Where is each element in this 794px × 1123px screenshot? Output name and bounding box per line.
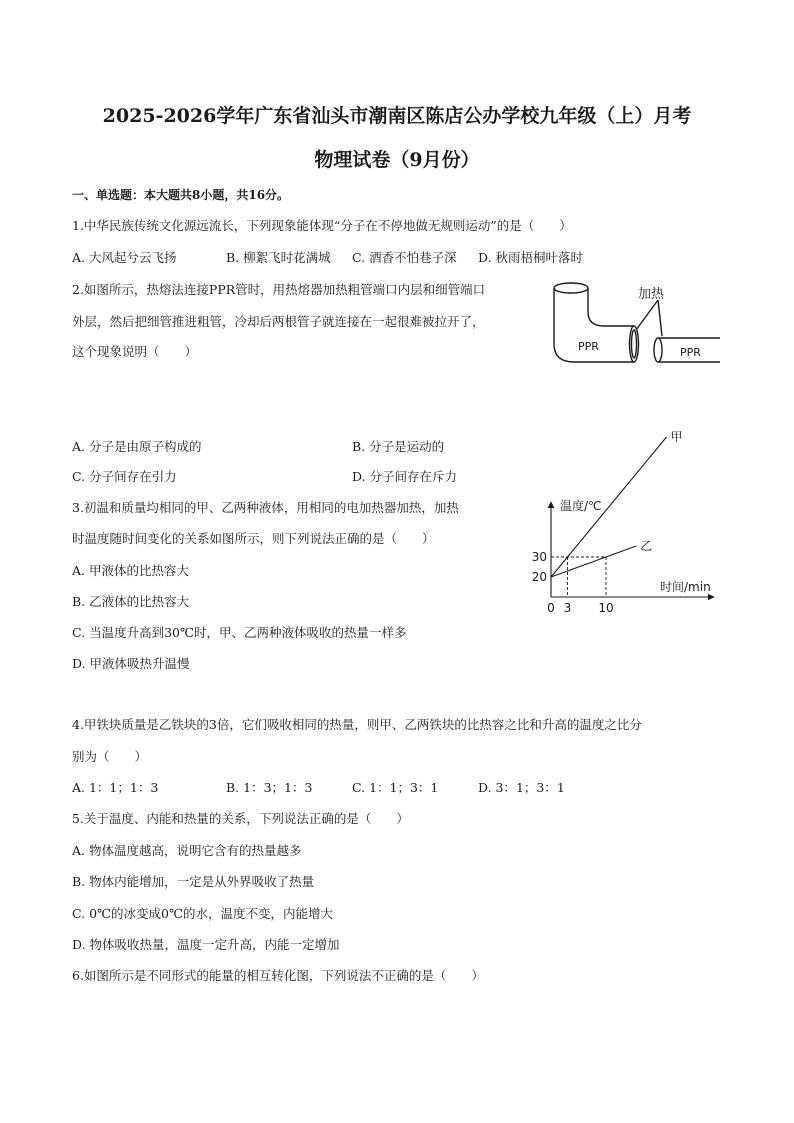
question-2-option-c: C. 分子间存在引力 (72, 469, 177, 484)
question-5-option-c: C. 0℃的冰变成0℃的水，温度不变，内能增大 (72, 906, 333, 921)
question-5-option-d: D. 物体吸收热量，温度一定升高，内能一定增加 (72, 937, 340, 952)
y-tick-label-0: 20 (531, 570, 547, 584)
question-4-stem-line1: 4.甲铁块质量是乙铁块的3倍，它们吸收相同的热量，则甲、乙两铁块的比热容之比和升高的温度之比分 (72, 717, 642, 732)
question-4-option-d: D. 3：1；3：1 (478, 780, 565, 795)
question-2-option-b: B. 分子是运动的 (352, 439, 445, 454)
y-axis-label: 温度/℃ (560, 499, 602, 513)
temperature-time-chart (520, 430, 730, 620)
question-3-option-a: A. 甲液体的比热容大 (72, 563, 189, 578)
question-5-option-a: A. 物体温度越高，说明它含有的热量越多 (72, 843, 302, 858)
x-tick-label-1: 3 (563, 601, 572, 615)
question-4-stem-line2: 别为（ ） (72, 749, 148, 764)
series-label-1: 乙 (640, 539, 653, 553)
heat-label: 加热 (638, 287, 665, 302)
question-3-stem-line2: 时温度随时间变化的关系如图所示，则下列说法正确的是（ ） (72, 531, 435, 546)
ppr-label-thin: PPR (680, 346, 701, 359)
ppr-label-thick: PPR (578, 340, 599, 353)
x-tick-label-2: 10 (598, 601, 614, 615)
x-tick-label-0: 0 (547, 601, 555, 615)
question-6-stem: 6.如图所示是不同形式的能量的相互转化图，下列说法不正确的是（ ） (72, 968, 484, 983)
question-1-option-d: D. 秋雨梧桐叶落时 (478, 250, 584, 265)
exam-title-line1: 2025-2026学年广东省汕头市潮南区陈店公办学校九年级（上）月考 (102, 105, 692, 127)
question-2-option-d: D. 分子间存在斥力 (352, 469, 458, 484)
question-3-option-d: D. 甲液体吸热升温慢 (72, 656, 190, 671)
question-1-stem: 1.中华民族传统文化源远流长，下列现象能体现“分子在不停地做无规则运动”的是（ ） (72, 218, 572, 233)
x-axis-label: 时间/min (660, 580, 711, 594)
question-2-stem-line1: 2.如图所示，热熔法连接PPR管时，用热熔器加热粗管端口内层和细管端口 (72, 282, 486, 297)
question-1-option-b: B. 柳絮飞时花满城 (226, 250, 331, 265)
question-4-option-c: C. 1：1；3：1 (352, 780, 439, 795)
question-2-stem-line2: 外层，然后把细管推进粗管，冷却后两根管子就连接在一起很难被拉开了， (72, 314, 485, 329)
question-2-stem-line3: 这个现象说明（ ） (72, 344, 198, 359)
question-1-option-a: A. 大风起兮云飞扬 (72, 250, 177, 265)
question-1-option-c: C. 酒香不怕巷子深 (352, 250, 457, 265)
section-header: 一、单选题：本大题共8小题，共16分。 (72, 188, 290, 202)
question-4-option-a: A. 1：1；1：3 (72, 780, 159, 795)
series-label-0: 甲 (670, 430, 683, 444)
question-4-option-b: B. 1：3；1：3 (226, 780, 313, 795)
exam-title-line2: 物理试卷（9月份） (314, 149, 480, 171)
ppr-pipe-figure (548, 278, 728, 370)
question-5-option-b: B. 物体内能增加，一定是从外界吸收了热量 (72, 874, 315, 889)
question-2-option-a: A. 分子是由原子构成的 (72, 439, 202, 454)
question-3-option-c: C. 当温度升高到30℃时，甲、乙两种液体吸收的热量一样多 (72, 625, 407, 640)
question-5-stem: 5.关于温度、内能和热量的关系，下列说法正确的是（ ） (72, 811, 409, 826)
question-3-stem-line1: 3.初温和质量均相同的甲、乙两种液体，用相同的电加热器加热，加热 (72, 500, 459, 515)
question-3-option-b: B. 乙液体的比热容大 (72, 594, 190, 609)
y-tick-label-1: 30 (531, 550, 547, 564)
